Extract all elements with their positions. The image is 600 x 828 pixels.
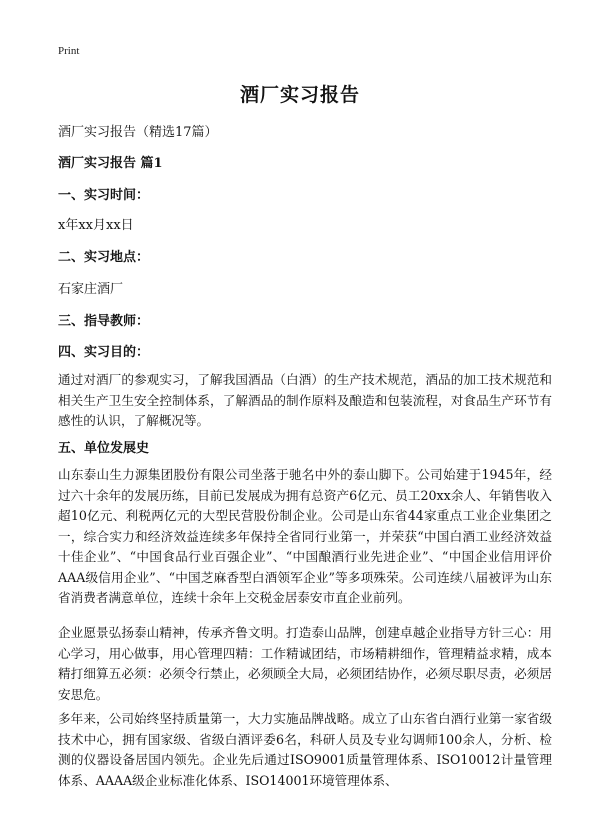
heading-time: 一、实习时间： [58, 188, 150, 203]
heading-place: 二、实习地点： [58, 250, 150, 265]
history-paragraph-2: 企业愿景弘扬泰山精神，传承齐鲁文明。打造泰山品牌，创建卓越企业指导方针三心：用心学习，用心做事，用心管理四精：工作精诚团结，市场精耕细作，管理精益求精，成本精打细算五必须：必须令行禁止，必须顾全大局，必须团结协作，必须尽职尽责，必须居安思危。 [58, 625, 552, 702]
heading-history: 五、单位发展史 [58, 441, 150, 456]
place-value: 石家庄酒厂 [58, 282, 124, 297]
section-title: 酒厂实习报告 篇1 [58, 156, 163, 171]
history-paragraph-1: 山东泰山生力源集团股份有限公司坐落于驰名中外的泰山脚下。公司始建于1945年，经过六十余年的发展历练，目前已发展成为拥有总资产6亿元、员工20xx余人、年销售收入超10亿元、利税两亿元的大型民营股份制企业。公司是山东省44家重点工业企业集团之一，综合实力和经济效益连续多年保持全省同行业第一，并荣获“中国白酒工业经济效益十佳企业”、“中国食品行业百强企业”、“中国酿酒行业先进企业”、“中国企业信用评价AAA级信用企业”、“中国芝麻香型白酒领军企业”等多项殊荣。公司连续八届被评为山东省消费者满意单位，连续十余年上交税金居泰安市直企业前列。 [58, 467, 552, 605]
heading-teacher: 三、指导教师： [58, 314, 150, 329]
history-paragraph-3: 多年来，公司始终坚持质量第一，大力实施品牌战略。成立了山东省白酒行业第一家省级技术中心，拥有国家级、省级白酒评委6名，科研人员及专业勾调师100余人，分析、检测的仪器设备居国内领先。企业先后通过ISO9001质量管理体系、ISO10012计量管理体系、AAAA级企业标准化体系、ISO14001环境管理体系、 [58, 711, 552, 788]
print-label[interactable]: Print [58, 45, 80, 57]
document-subtitle: 酒厂实习报告（精选17篇） [58, 125, 218, 140]
time-value: x年xx月xx日 [58, 218, 134, 233]
heading-purpose: 四、实习目的： [58, 345, 150, 360]
purpose-paragraph: 通过对酒厂的参观实习，了解我国酒品（白酒）的生产技术规范，酒品的加工技术规范和相关生产卫生安全控制体系，了解酒品的制作原料及酿造和包装流程，对食品生产环节有感性的认识，了解概况等。 [58, 372, 552, 428]
page-title: 酒厂实习报告 [239, 84, 360, 106]
